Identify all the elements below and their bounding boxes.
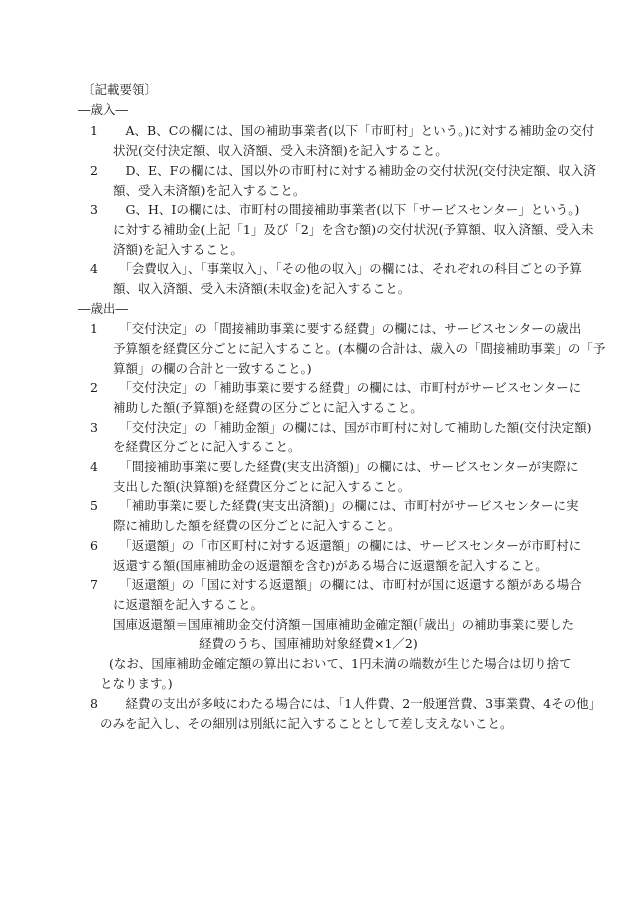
revenue-item-line: 額、収入済額、受入未済額(未収金)を記入すること。 xyxy=(113,281,411,296)
expenditure-item-line: 返還する額(国庫補助金の返還額を含む)がある場合に返還額を記入すること。 xyxy=(113,558,548,573)
expenditure-item-number: 6 xyxy=(90,538,98,553)
expenditure-item-number: 2 xyxy=(90,380,98,395)
expenditure-item-line: 際に補助した額を経費の区分ごとに記入すること。 xyxy=(113,518,401,533)
revenue-section-title: ―歳入― xyxy=(78,102,129,117)
rounding-note: となります。) xyxy=(100,676,173,691)
expenditure-item-number: 8 xyxy=(90,696,98,711)
expenditure-item-number: 1 xyxy=(90,321,98,336)
expenditure-item-line: 「交付決定」の「間接補助事業に要する経費」の欄には、サービスセンターの歳出 xyxy=(113,321,582,336)
expenditure-item-line: 算額」の欄の合計と一致すること。) xyxy=(113,361,312,376)
expenditure-item-line: を経費区分ごとに記入すること。 xyxy=(113,439,301,454)
revenue-item-line: 「会費収入」、「事業収入」、「その他の収入」の欄には、それぞれの科目ごとの予算 xyxy=(113,261,582,276)
expenditure-item-line: 「間接補助事業に要した経費(実支出済額)」の欄には、サービスセンターが実際に xyxy=(113,459,579,474)
formula-line: 国庫返還額＝国庫補助金交付済額－国庫補助金確定額(「歳出」の補助事業に要した xyxy=(113,617,575,632)
revenue-item-line: 済額)を記入すること。 xyxy=(113,242,243,257)
expenditure-item-line: 「返還額」の「市区町村に対する返還額」の欄には、サービスセンターが市町村に xyxy=(113,538,582,553)
expenditure-item-number: 3 xyxy=(90,420,98,435)
revenue-item-number: 4 xyxy=(90,261,98,276)
revenue-item-number: 1 xyxy=(90,123,98,138)
revenue-item-number: 3 xyxy=(90,202,98,217)
rounding-note: (なお、国庫補助金確定額の算出において、1円未満の端数が生じた場合は切り捨て xyxy=(109,656,572,671)
expenditure-section-title: ―歳出― xyxy=(78,301,129,316)
expenditure-item-line: 補助した額(予算額)を経費の区分ごとに記入すること。 xyxy=(113,400,423,415)
document-heading: 〔記載要領〕 xyxy=(82,82,158,97)
expenditure-item-line: に返還額を記入すること。 xyxy=(113,597,264,612)
expenditure-item-line: 「交付決定」の「補助事業に要する経費」の欄には、市町村がサービスセンターに xyxy=(113,380,582,395)
revenue-item-line: に対する補助金(上記「1」及び「2」を含む額)の交付状況(予算額、収入済額、受入未 xyxy=(113,222,594,237)
expenditure-item-line: 「返還額」の「国に対する返還額」の欄には、市町村が国に返還する額がある場合 xyxy=(113,577,582,592)
expenditure-item-line: のみを記入し、その細別は別紙に記入することとして差し支えないこと。 xyxy=(100,716,513,731)
revenue-item-line: D、E、Fの欄には、国以外の市町村に対する補助金の交付状況(交付決定額、収入済 xyxy=(113,163,596,178)
revenue-item-line: G、H、Iの欄には、市町村の間接補助事業者(以下「サービスセンター」という。) xyxy=(113,202,580,217)
expenditure-item-line: 支出した額(決算額)を経費区分ごとに記入すること。 xyxy=(113,479,411,494)
expenditure-item-number: 7 xyxy=(90,577,98,592)
expenditure-item-line: 経費の支出が多岐にわたる場合には、「1人件費、2一般運営費、3事業費、4その他」 xyxy=(113,696,602,711)
revenue-item-line: 額、受入未済額)を記入すること。 xyxy=(113,183,306,198)
formula-line: 経費のうち、国庫補助対象経費×1／2) xyxy=(199,636,418,651)
expenditure-item-number: 5 xyxy=(90,498,98,513)
revenue-item-line: 状況(交付決定額、収入済額、受入未済額)を記入すること。 xyxy=(113,143,448,158)
revenue-item-line: A、B、Cの欄には、国の補助事業者(以下「市町村」という。)に対する補助金の交付 xyxy=(113,123,595,138)
expenditure-item-line: 「補助事業に要した経費(実支出済額)」の欄には、市町村がサービスセンターに実 xyxy=(113,498,579,513)
expenditure-item-line: 「交付決定」の「補助金額」の欄には、国が市町村に対して補助した額(交付決定額) xyxy=(113,420,592,435)
expenditure-item-line: 予算額を経費区分ごとに記入すること。(本欄の合計は、歳入の「間接補助事業」の「予 xyxy=(113,341,606,356)
revenue-item-number: 2 xyxy=(90,163,98,178)
expenditure-item-number: 4 xyxy=(90,459,98,474)
